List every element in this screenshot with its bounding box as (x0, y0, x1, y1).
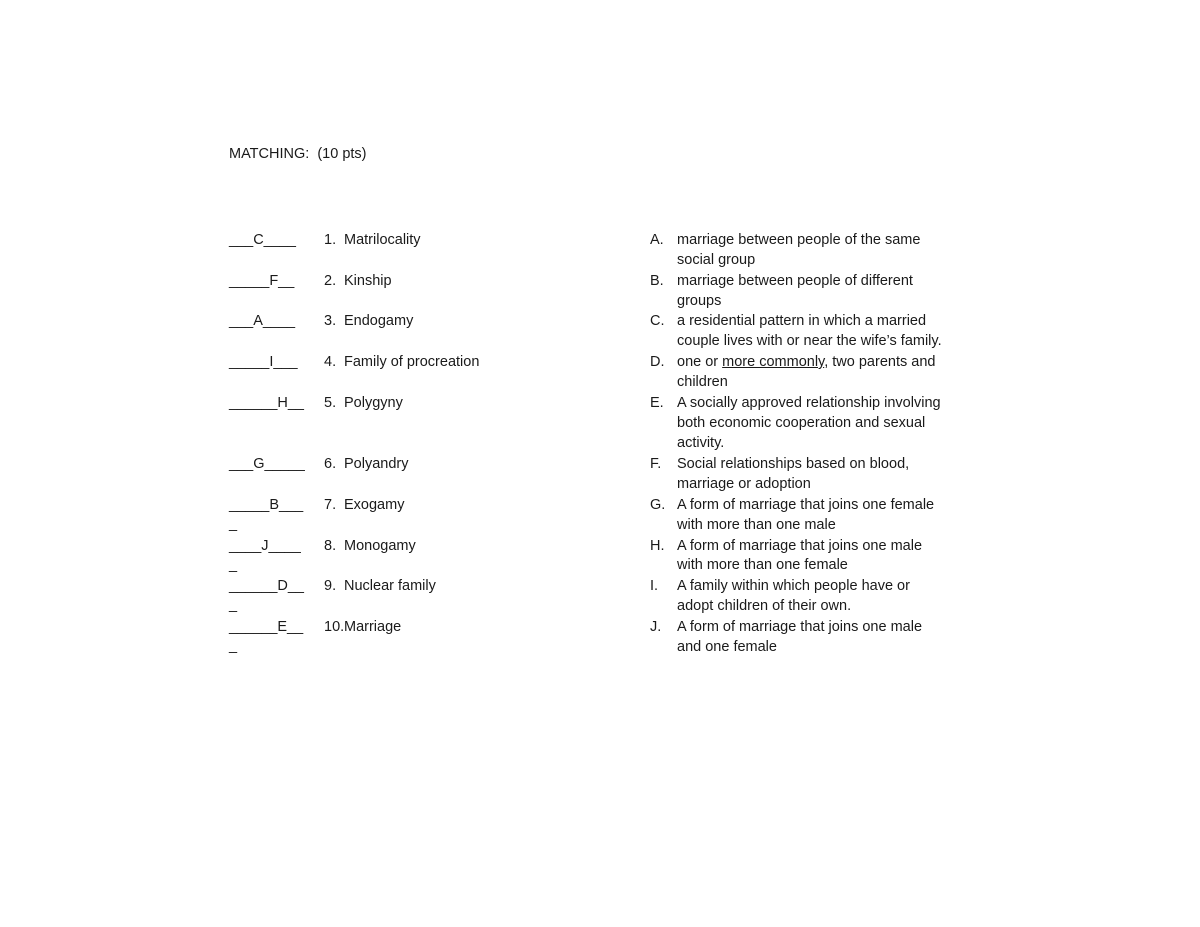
definition-letter: I. (650, 578, 659, 594)
definition-letter: G. (650, 497, 666, 513)
definition-text: with more than one male (677, 517, 836, 533)
answer-blank-tail: _ (229, 516, 238, 532)
definition-text-part: , two parents and (824, 354, 936, 370)
definition-text: both economic cooperation and sexual (677, 415, 926, 431)
answer-blank[interactable]: _____B___ (229, 497, 304, 513)
item-number: 6. (324, 456, 337, 472)
definition-letter: H. (650, 538, 665, 554)
item-term: Monogamy (344, 538, 416, 554)
definition-text: and one female (677, 639, 777, 655)
definition-text: marriage between people of different (677, 273, 913, 289)
definition-letter: J. (650, 619, 662, 635)
definition-letter: B. (650, 273, 664, 289)
page-title: MATCHING: (10 pts) (229, 146, 367, 162)
answer-blank[interactable]: ____J____ (229, 538, 301, 554)
answer-blank[interactable]: ___A____ (229, 313, 296, 329)
item-number: 7. (324, 497, 337, 513)
answer-blank[interactable]: ___G_____ (229, 456, 305, 472)
definition-text: A form of marriage that joins one male (677, 538, 923, 554)
item-number: 5. (324, 395, 337, 411)
definition-letter: C. (650, 313, 665, 329)
answer-blank-tail: _ (229, 597, 238, 613)
definition-text: marriage or adoption (677, 476, 811, 492)
answer-blank-tail: _ (229, 638, 238, 654)
answer-blank[interactable]: ___C____ (229, 232, 296, 248)
item-term: Matrilocality (344, 232, 421, 248)
definition-text: activity. (677, 435, 725, 451)
item-number: 10. (324, 619, 345, 635)
definition-letter: A. (650, 232, 664, 248)
answer-blank-tail: _ (229, 557, 238, 573)
item-term: Kinship (344, 273, 392, 289)
item-term: Polyandry (344, 456, 409, 472)
item-number: 3. (324, 313, 337, 329)
definition-text: marriage between people of the same (677, 232, 921, 248)
definition-text: Social relationships based on blood, (677, 456, 910, 472)
item-number: 2. (324, 273, 337, 289)
answer-blank[interactable]: ______H__ (229, 395, 304, 411)
item-term: Polygyny (344, 395, 403, 411)
definition-text: adopt children of their own. (677, 598, 852, 614)
item-term: Endogamy (344, 313, 414, 329)
item-number: 4. (324, 354, 337, 370)
item-term: Marriage (344, 619, 402, 635)
definition-text: couple lives with or near the wife’s family. (677, 333, 942, 349)
definition-text: A form of marriage that joins one male (677, 619, 923, 635)
definition-letter: E. (650, 395, 664, 411)
definition-text: groups (677, 293, 722, 309)
definition-letter: D. (650, 354, 665, 370)
definition-text: A form of marriage that joins one female (677, 497, 935, 513)
item-number: 1. (324, 232, 337, 248)
definition-text: A family within which people have or (677, 578, 910, 594)
item-term: Exogamy (344, 497, 405, 513)
answer-blank[interactable]: _____I___ (229, 354, 298, 370)
item-number: 9. (324, 578, 337, 594)
answer-blank[interactable]: ______D__ (229, 578, 304, 594)
underlined-phrase: more commonly (722, 354, 825, 370)
definition-text: children (677, 374, 728, 390)
answer-blank[interactable]: ______E__ (229, 619, 304, 635)
definition-letter: F. (650, 456, 662, 472)
definition-text: A socially approved relationship involving (677, 395, 941, 411)
definition-text: social group (677, 252, 756, 268)
definition-text (677, 352, 935, 372)
definition-text: a residential pattern in which a married (677, 313, 927, 329)
item-number: 8. (324, 538, 337, 554)
item-term: Nuclear family (344, 578, 436, 594)
definition-text-part: one or (677, 354, 723, 370)
definition-text: with more than one female (677, 557, 848, 573)
answer-blank[interactable]: _____F__ (229, 273, 295, 289)
item-term: Family of procreation (344, 354, 480, 370)
